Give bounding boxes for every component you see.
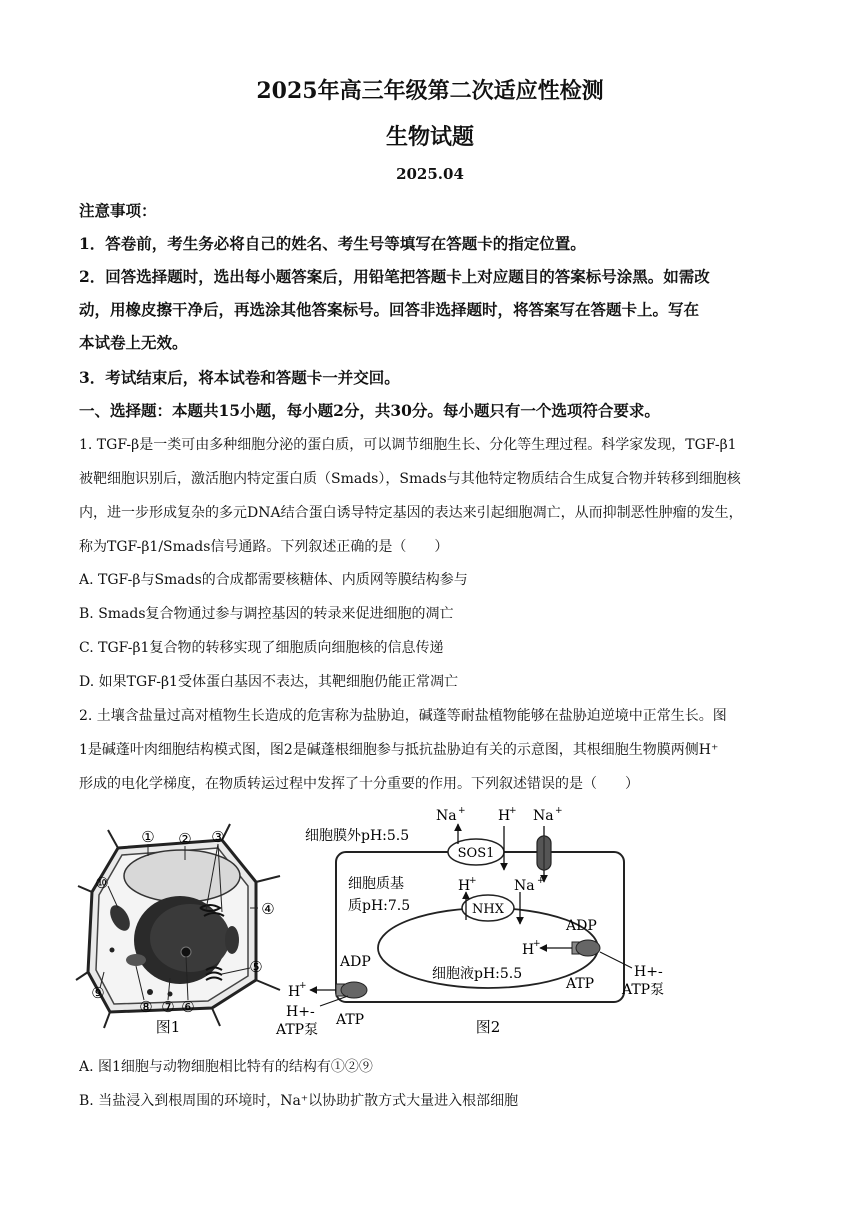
fig1-label-10: ⑩ (95, 874, 109, 892)
fig2-vac-pump-label-l1: H+- (634, 964, 663, 980)
fig2-sos1-na: Na (436, 808, 457, 824)
fig2-nhx-h: H (458, 878, 471, 894)
fig2-vac-pump-adp: ADP (566, 918, 597, 934)
q1-option-a: A. TGF-β与Smads的合成都需要核糖体、内质网等膜结构参与 (79, 572, 468, 588)
fig2-sos1-na-plus: + (458, 806, 466, 816)
q1-option-d: D. 如果TGF-β1受体蛋白基因不表达，其靶细胞仍能正常凋亡 (79, 674, 458, 690)
fig2-vac-pump-h-plus: + (533, 939, 541, 949)
fig2-channel-na-plus: + (555, 806, 563, 816)
q1-stem-line-2: 被靶细胞识别后，激活胞内特定蛋白质（Smads），Smads与其他特定物质结合生成复合物并转移到细胞核 (79, 471, 741, 487)
q1-stem-line-1: 1. TGF-β是一类可由多种细胞分泌的蛋白质，可以调节细胞生长、分化等生理过程。科学家发现，TGF-β1 (79, 437, 737, 453)
fig2-vac-pump-h: H (522, 942, 535, 958)
q2-stem-line-2: 1是碱蓬叶肉细胞结构模式图，图2是碱蓬根细胞参与抵抗盐胁迫有关的示意图，其根细胞生物膜两侧H⁺ (79, 742, 719, 758)
fig2-pm-pump-atp: ATP (336, 1012, 365, 1028)
figure-2-caption: 图2 (475, 1018, 501, 1036)
fig2-vac-pump-label-l2: ATP泵 (622, 982, 665, 998)
q1-stem-line-3: 内，进一步形成复杂的多元DNA结合蛋白诱导特定基因的表达来引起细胞凋亡，从而抑制恶性肿瘤的发生， (79, 505, 743, 521)
fig1-label-9: ⑨ (91, 984, 105, 1002)
fig2-nhx-na-plus: + (537, 876, 545, 886)
notes-item-2-line-1: 2．回答选择题时，选出每小题答案后，用铅笔把答题卡上对应题目的答案标号涂黑。如需改 (79, 267, 710, 286)
fig2-nhx-h-plus: + (469, 876, 477, 886)
notes-item-3: 3．考试结束后，将本试卷和答题卡一并交回。 (79, 368, 400, 387)
fig2-outside-ph: 细胞膜外pH:5.5 (305, 828, 410, 844)
exam-title: 2025年高三年级第二次适应性检测 (256, 78, 604, 104)
fig1-label-7: ⑦ (161, 998, 175, 1016)
fig1-label-8: ⑧ (139, 998, 153, 1016)
fig2-vac-pump-atp: ATP (566, 976, 595, 992)
q1-option-c: C. TGF-β1复合物的转移实现了细胞质向细胞核的信息传递 (79, 640, 444, 656)
q2-figures (0, 800, 860, 1045)
fig1-label-5: ⑤ (249, 958, 263, 976)
exam-subject: 生物试题 (385, 124, 474, 150)
fig2-nhx: NHX (472, 902, 504, 917)
fig1-label-3: ③ (211, 828, 225, 846)
figure-1-caption: 图1 (155, 1018, 181, 1036)
fig1-label-4: ④ (261, 900, 275, 918)
fig2-sos1: SOS1 (457, 846, 495, 861)
fig2-sos1-h-plus: + (509, 806, 517, 816)
fig1-label-2: ② (178, 830, 192, 848)
fig2-sos1-h: H (498, 808, 511, 824)
notes-item-2-line-3: 本试卷上无效。 (79, 333, 188, 352)
q2-stem-line-3: 形成的电化学梯度，在物质转运过程中发挥了十分重要的作用。下列叙述错误的是（ ） (79, 776, 639, 792)
fig2-cytoplasm-ph-l2: 质pH:7.5 (348, 898, 411, 914)
fig2-pm-pump-label-l1: H+- (286, 1004, 315, 1020)
fig1-label-6: ⑥ (181, 998, 195, 1016)
q1-stem-line-4: 称为TGF-β1/Smads信号通路。下列叙述正确的是（ ） (79, 539, 449, 555)
exam-date: 2025.04 (396, 165, 464, 183)
figure-2-root-cell (275, 806, 664, 1038)
q2-option-a: A. 图1细胞与动物细胞相比特有的结构有①②⑨ (79, 1059, 373, 1075)
fig2-pm-pump-label-l2: ATP泵 (276, 1022, 319, 1038)
notes-item-1: 1．答卷前，考生务必将自己的姓名、考生号等填写在答题卡的指定位置。 (79, 234, 586, 253)
fig2-cytoplasm-ph-l1: 细胞质基 (348, 876, 404, 892)
fig1-label-1: ① (141, 828, 155, 846)
notes-item-2-line-2: 动，用橡皮擦干净后，再选涂其他答案标号。回答非选择题时，将答案写在答题卡上。写在 (79, 300, 700, 319)
fig2-pm-pump-adp: ADP (340, 954, 371, 970)
q1-option-b: B. Smads复合物通过参与调控基因的转录来促进细胞的凋亡 (79, 606, 454, 622)
fig2-vacuole-ph: 细胞液pH:5.5 (432, 966, 523, 982)
section-1-heading: 一、选择题：本题共15小题，每小题2分，共30分。每小题只有一个选项符合要求。 (79, 401, 660, 420)
fig2-pm-pump-h: H (288, 984, 301, 1000)
figure-1-cell (76, 824, 280, 1036)
notes-heading: 注意事项： (79, 201, 157, 220)
fig2-channel-na: Na (533, 808, 554, 824)
fig2-pm-pump-h-plus: + (299, 981, 307, 991)
q2-option-b: B. 当盐浸入到根周围的环境时，Na⁺以协助扩散方式大量进入根部细胞 (79, 1093, 519, 1109)
q2-stem-line-1: 2. 土壤含盐量过高对植物生长造成的危害称为盐胁迫，碱蓬等耐盐植物能够在盐胁迫逆境中正常生长。图 (79, 708, 727, 724)
fig2-nhx-na: Na (514, 878, 535, 894)
